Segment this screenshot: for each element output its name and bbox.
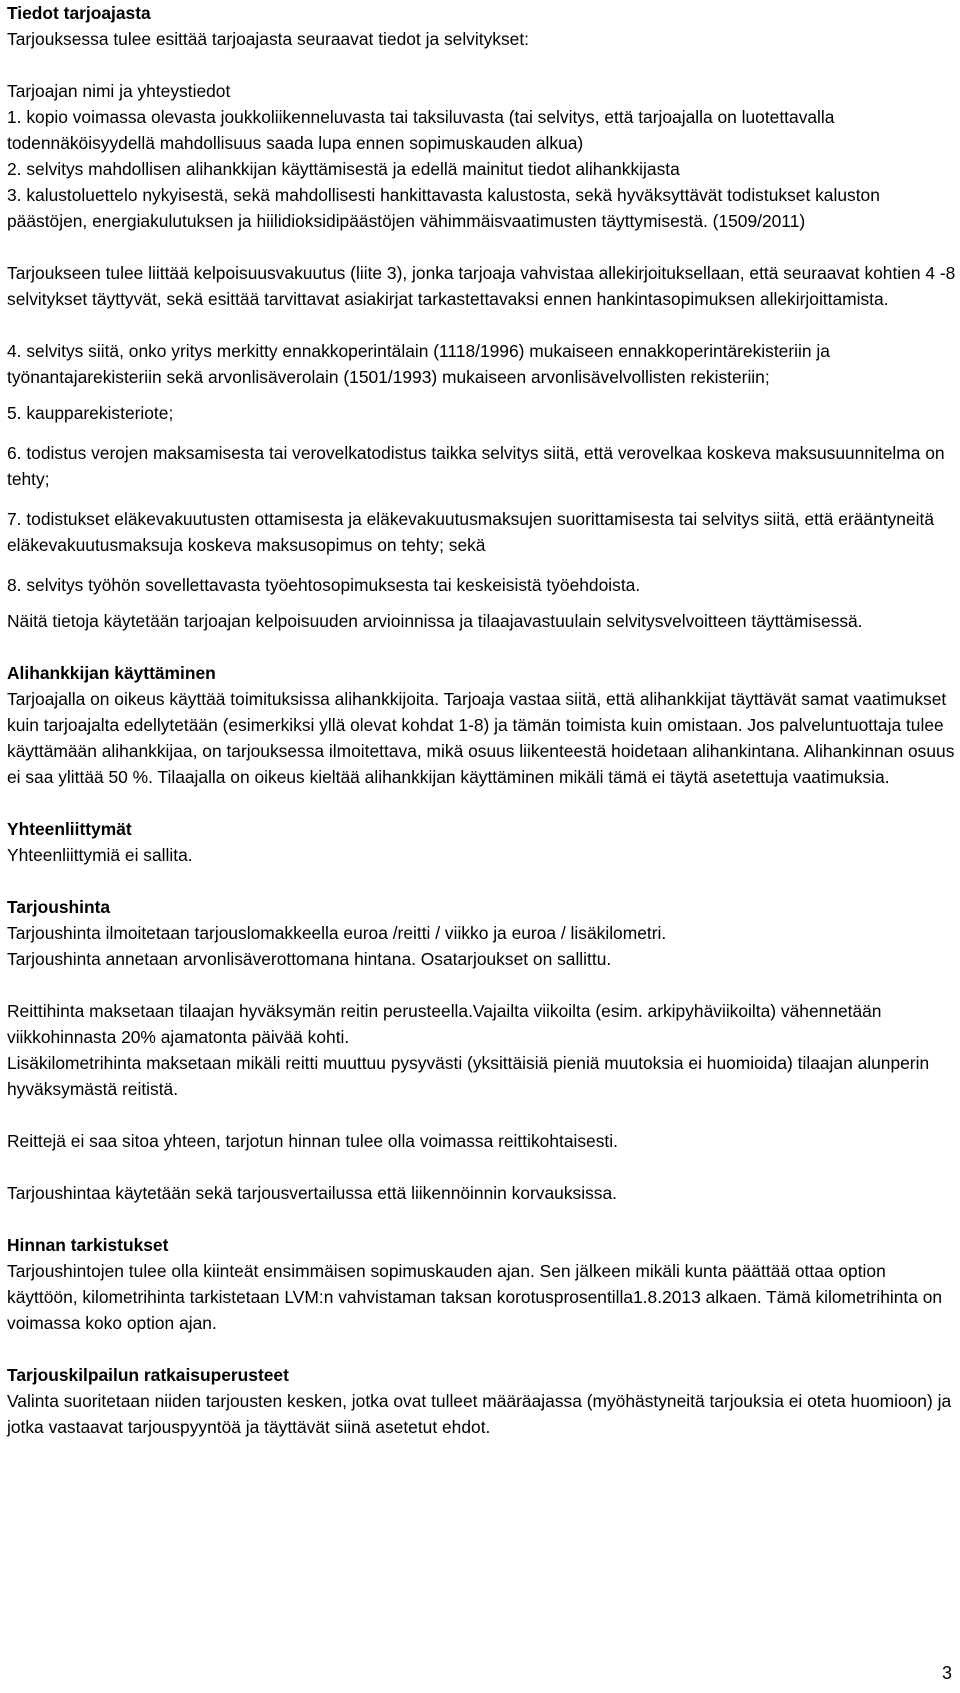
reittihinta-paragraph: Reittihinta maksetaan tilaajan hyväksymän reitin perusteella.Vajailta viikoilta (esim. arkipyhäviikoilta) vähennetään viikkohinnasta 20% ajamatonta päivää kohti. xyxy=(7,1001,882,1047)
heading-tarjoushinta: Tarjoushinta xyxy=(7,897,111,917)
page-number: 3 xyxy=(941,1663,952,1683)
attachment-paragraph: Tarjoukseen tulee liittää kelpoisuusvakuutus (liite 3), jonka tarjoaja vahvistaa allekirjoituksellaan, että seuraavat kohtien 4 -8 selvitykset täyttyvät, sekä esittää tarvittavat asiakirjat tarkastettavaksi ennen hankintasopimuksen allekirjoittamista. xyxy=(7,263,956,309)
lisakilometri-paragraph: Lisäkilometrihinta maksetaan mikäli reitti muuttuu pysyvästi (yksittäisiä pieniä muutoksia ei huomioida) tilaajan alunperin hyväksymästä reitistä. xyxy=(7,1053,930,1099)
list-item-4: 4. selvitys siitä, onko yritys merkitty ennakkoperintälain (1118/1996) mukaiseen ennakkoperintärekisteriin ja työnantajarekisteriin sekä arvonlisäverolain (1501/1993) mukaiseen arvonlisävelvollisten rekisteriin; xyxy=(7,341,830,387)
tarkistukset-paragraph: Tarjoushintojen tulee olla kiinteät ensimmäisen sopimuskauden ajan. Sen jälkeen mikäli kunta päättää ottaa option käyttöön, kilometrihinta tarkistetaan LVM:n vahvistaman taksan korotusprosentilla1.8.2013 alkaen. Tämä kilometrihinta on voimassa koko option ajan. xyxy=(7,1261,943,1333)
tarjoushinta-line-2: Tarjoushinta annetaan arvonlisäverottomana hintana. Osatarjoukset on sallittu. xyxy=(7,949,612,969)
heading-ratkaisuperusteet: Tarjouskilpailun ratkaisuperusteet xyxy=(7,1365,289,1385)
ratkaisu-paragraph: Valinta suoritetaan niiden tarjousten kesken, jotka ovat tulleet määräajassa (myöhästyneitä tarjouksia ei oteta huomioon) ja jotka vastaavat tarjouspyyntöä ja täyttävät siinä asetetut ehdot. xyxy=(7,1391,952,1437)
heading-alihankkijan-kayttaminen: Alihankkijan käyttäminen xyxy=(7,663,216,683)
yhteenliittymat-paragraph: Yhteenliittymiä ei sallita. xyxy=(7,845,193,865)
intro-paragraph: Tarjouksessa tulee esittää tarjoajasta seuraavat tiedot ja selvitykset: xyxy=(7,29,529,49)
heading-tiedot-tarjoajasta: Tiedot tarjoajasta xyxy=(7,3,151,23)
contact-line: Tarjoajan nimi ja yhteystiedot xyxy=(7,81,231,101)
tarjoushinta-line-1: Tarjoushinta ilmoitetaan tarjouslomakkeella euroa /reitti / viikko ja euroa / lisäkilometri. xyxy=(7,923,667,943)
list-item-8: 8. selvitys työhön sovellettavasta työehtosopimuksesta tai keskeisistä työehdoista. xyxy=(7,575,641,595)
list-item-6: 6. todistus verojen maksamisesta tai verovelkatodistus taikka selvitys siitä, että verovelkaa koskeva maksusuunnitelma on tehty; xyxy=(7,443,945,489)
list-item-1: 1. kopio voimassa olevasta joukkoliikenneluvasta tai taksiluvasta (tai selvitys, että tarjoajalla on luotettavalla todennäköisyydellä mahdollisuus saada lupa ennen sopimuskauden alkua) xyxy=(7,107,835,153)
list-item-7: 7. todistukset eläkevakuutusten ottamisesta ja eläkevakuutusmaksujen suorittamisesta tai selvitys siitä, että erääntyneitä eläkevakuutusmaksuja koskeva maksusopimus on tehty; sekä xyxy=(7,509,935,555)
document-page xyxy=(7,0,957,1440)
heading-yhteenliittymat: Yhteenliittymät xyxy=(7,819,132,839)
list-item-5: 5. kaupparekisteriote; xyxy=(7,403,174,423)
heading-hinnan-tarkistukset: Hinnan tarkistukset xyxy=(7,1235,169,1255)
reitteja-paragraph: Reittejä ei saa sitoa yhteen, tarjotun hinnan tulee olla voimassa reittikohtaisesti. xyxy=(7,1131,618,1151)
tarjoushintaa-paragraph: Tarjoushintaa käytetään sekä tarjousvertailussa että liikennöinnin korvauksissa. xyxy=(7,1183,617,1203)
usage-paragraph: Näitä tietoja käytetään tarjoajan kelpoisuuden arvioinnissa ja tilaajavastuulain selvitysvelvoitteen täyttämisessä. xyxy=(7,611,863,631)
list-item-3: 3. kalustoluettelo nykyisestä, sekä mahdollisesti hankittavasta kalustosta, sekä hyväksyttävät todistukset kaluston päästöjen, energiakulutuksen ja hiilidioksidipäästöjen vähimmäisvaatimusten täyttymisestä. (1509/2011) xyxy=(7,185,880,231)
list-item-2: 2. selvitys mahdollisen alihankkijan käyttämisestä ja edellä mainitut tiedot alihankkijasta xyxy=(7,159,680,179)
alihankkija-paragraph: Tarjoajalla on oikeus käyttää toimituksissa alihankkijoita. Tarjoaja vastaa siitä, että alihankkijat täyttävät samat vaatimukset kuin tarjoajalta edellytetään (esimerkiksi yllä olevat kohdat 1-8) ja tämän toimista kuin omistaan. Jos palveluntuottaja tulee käyttämään alihankkijaa, on tarjouksessa ilmoitettava, mikä osuus liikenteestä hoidetaan alihankintana. Alihankinnan osuus ei saa ylittää 50 %. Tilaajalla on oikeus kieltää alihankkijan käyttäminen mikäli tämä ei täytä asetettuja vaatimuksia. xyxy=(7,689,955,787)
